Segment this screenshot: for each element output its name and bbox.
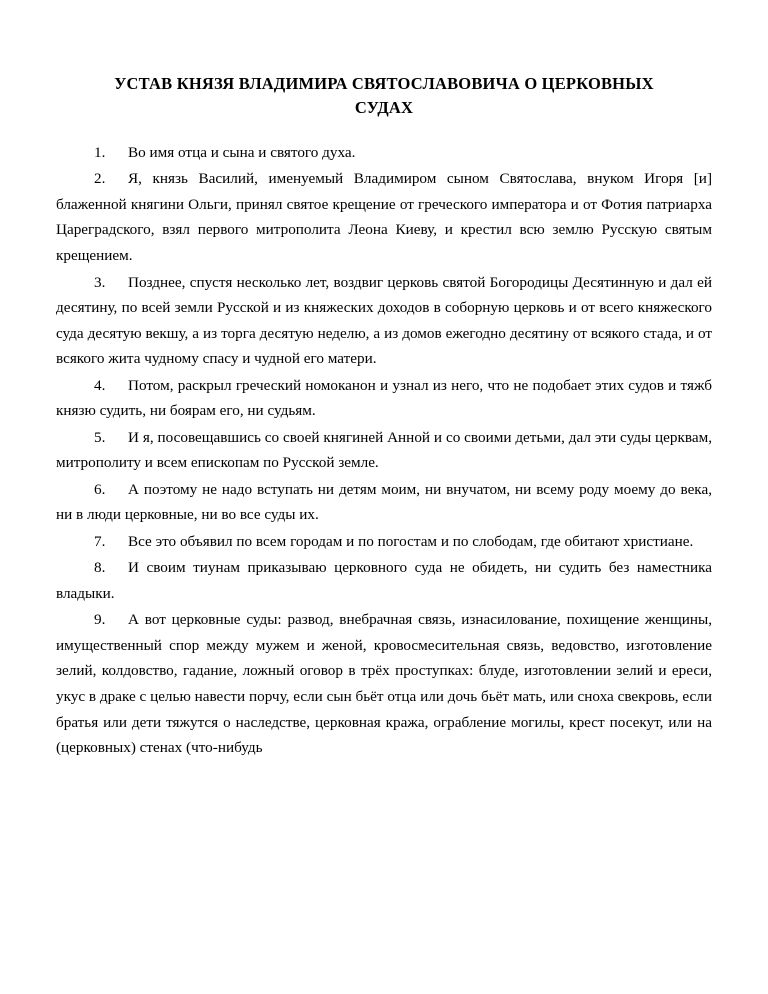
numbered-paragraph xyxy=(56,270,712,372)
paragraph-number: 6. xyxy=(94,480,106,498)
numbered-paragraph xyxy=(56,425,712,476)
paragraph-text: Позднее, спустя несколько лет, воздвиг церковь святой Богородицы Десятинную и дал ей десятину, по всей земли Русской и из княжеских доходов в соборную церковь и от всего княжеского суда десятую векшу, а из торга десятую неделю, а из домов ежегодно десятину от всякого стада, и от всякого жита чудному спасу и чудной его матери. xyxy=(56,273,712,368)
paragraph-number: 9. xyxy=(94,611,106,629)
numbered-paragraph xyxy=(56,373,712,424)
paragraph-number: 1. xyxy=(94,143,106,161)
paragraph-text: Потом, раскрыл греческий номоканон и узнал из него, что не подобает этих судов и тяжб князю судить, ни боярам его, ни судьям. xyxy=(56,376,712,420)
paragraph-text: И своим тиунам приказываю церковного суда не обидеть, ни судить без наместника владыки. xyxy=(56,559,712,602)
page-title: УСТАВ КНЯЗЯ ВЛАДИМИРА СВЯТОСЛАВОВИЧА О ЦЕРКОВНЫХ СУДАХ xyxy=(114,74,654,117)
paragraph-text: А поэтому не надо вступать ни детям моим, ни внучатом, ни всему роду моему до века, ни в люди церковные, ни во все суды их. xyxy=(56,480,712,524)
numbered-paragraph xyxy=(56,529,712,555)
paragraph-text: И я, посовещавшись со своей княгиней Анной и со своими детьми, дал эти суды церквам, митрополиту и всем епископам по Русской земле. xyxy=(56,428,712,472)
paragraph-text: А вот церковные суды: развод, внебрачная связь, изнасилование, похищение женщины, имущественный спор между мужем и женой, кровосмесительная связь, ведовство, изготовление зелий, колдовство, гадание, ложный оговор в трёх проступках: блуде, изготовлении зелий и ереси, укус в драке с целью навести порчу, если сын бьёт отца или дочь бьёт мать, или сноха свекровь, если братья или дети тяжутся о наследстве, церковная кража, ограбление могилы, крест посекут, или на (церковных) стенах (что-нибудь xyxy=(56,611,712,757)
paragraph-text: Я, князь Василий, именуемый Владимиром сыном Святослава, внуком Игоря [и] блаженной княгини Ольги, принял святое крещение от греческого императора и от Фотия патриарха Цареградского, взял первого митрополита Леона Киеву, и крестил всю землю Русскую святым крещением. xyxy=(56,170,712,264)
numbered-paragraph xyxy=(56,477,712,528)
paragraph-number: 5. xyxy=(94,428,106,446)
paragraph-number: 7. xyxy=(94,532,106,550)
paragraph-number: 3. xyxy=(94,273,106,291)
numbered-paragraph xyxy=(56,166,712,268)
paragraph-number: 2. xyxy=(94,170,106,188)
paragraph-number: 8. xyxy=(94,559,106,577)
paragraph-number: 4. xyxy=(94,376,106,394)
paragraph-text: Во имя отца и сына и святого духа. xyxy=(128,143,356,161)
numbered-paragraph xyxy=(56,140,712,166)
numbered-paragraph xyxy=(56,555,712,606)
paragraph-text: Все это объявил по всем городам и по погостам и по слободам, где обитают христиане. xyxy=(128,532,694,550)
numbered-paragraph xyxy=(56,607,712,760)
